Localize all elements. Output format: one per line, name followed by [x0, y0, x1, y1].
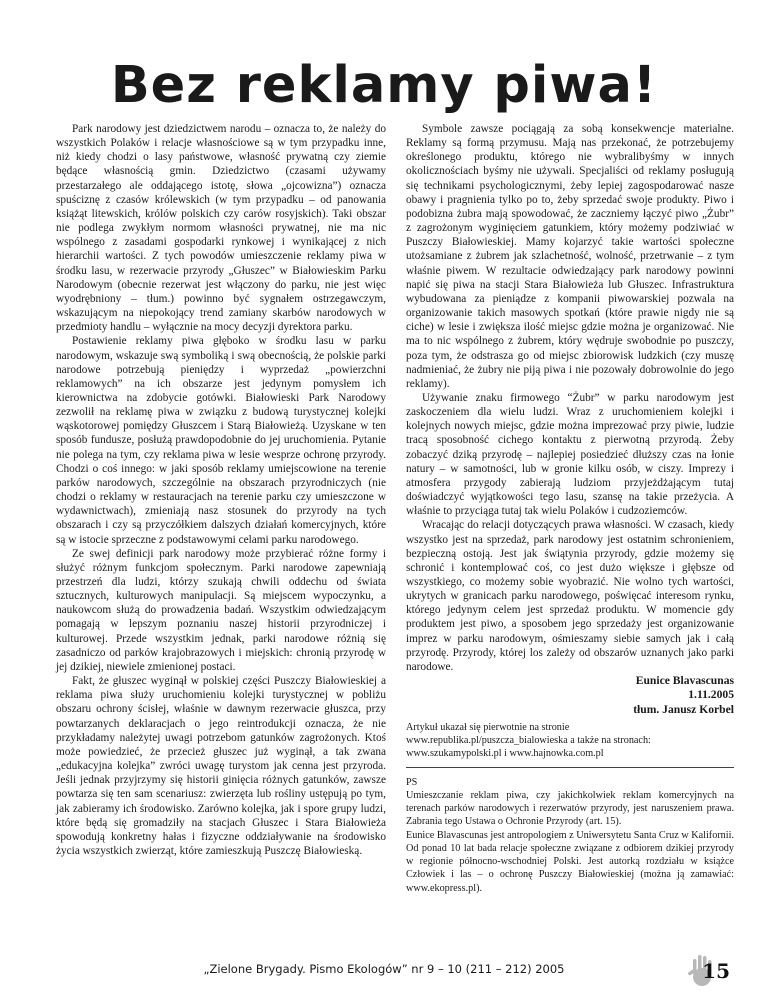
paragraph: Ze swej definicji park narodowy może przybierać różne formy i służyć różnym funkcjom społecznym. Parki narodowe zapewniają przestrzeń dla ludzi, którzy szukają chwili oddechu od świata sztucznych, kulturowych manipulacji. Są miejscem wypoczynku, a naukowcom służą do prowadzenia badań. Wszystkim odwiedzającym pomagają w lepszym poznaniu naszej historii przyrodniczej i kulturowej. Przede wszystkim jednak, parki narodowe różnią się zasadniczo od parków krajobrazowych i miejskich: chronią przyrodę w jej dzikiej, niewiele zmienionej postaci.	[56, 547, 386, 673]
author-name: Eunice Blavascunas	[635, 674, 734, 688]
ps-text: Umieszczanie reklam piwa, czy jakichkolwiek reklam komercyjnych na terenach parków narodowych i rezerwatów przyrody, jest naruszeniem prawa. Zabrania tego Ustawa o Ochronie Przyrody (art. 15).	[406, 789, 734, 828]
source-note-line: www.szukamypolski.pl i www.hajnowka.com.pl	[406, 748, 604, 760]
source-note-line: Artykuł ukazał się pierwotnie na stronie	[406, 721, 570, 733]
author-bio: Eunice Blavascunas jest antropologiem z Uniwersytetu Santa Cruz w Kalifornii. Od ponad 10 lat bada relacje społeczne związane z odbiorem dzikiej przyrody w regionie północno-wschodniej Polski. Jest autorką rozdziału w książce Człowiek i las – o ochronę Puszczy Białowieskiej (można ją zamawiać: www.ekopress.pl).	[406, 829, 734, 894]
paragraph: Postawienie reklamy piwa głęboko w środku lasu w parku narodowym, wskazuje swą symboliką i swą obecnością, że polskie parki narodowe potrzebują pieniędzy i wyprzedaż „powierzchni reklamowych” na ich obszarze jest jedynym pomysłem ich kierownictwa na zdobycie gotówki. Białowieski Park Narodowy zezwolił na reklamę piwa w związku z budową turystycznej kolejki wąskotorowej pomiędzy Głuszcem i Starą Białowieżą. Uzyskane w ten sposób fundusze, posłużą prawdopodobnie do jej uruchomienia. Pytanie nie polega na tym, czy reklama piwa w lesie wesprze ochronę przyrody. Chodzi o coś innego: w jaki sposób reklamy umiejscowione na terenie parków narodowych, szczególnie na obszarach przyrodniczych (nie chodzi o reklamy w restauracjach na terenie parku czy umieszczone w wydawnictwach), zmieniają nasz stosunek do przyrody na tych obszarach i czy są przyczółkiem dalszych działań komercyjnych, które są w istocie sprzeczne z podstawowymi celami parku narodowego.	[56, 335, 386, 546]
translator: tłum. Janusz Korbel	[633, 702, 734, 716]
article-title: Bez reklamy piwa!	[110, 56, 658, 115]
signature	[406, 674, 734, 717]
page-number: 15	[702, 959, 730, 983]
paragraph: Używanie znaku firmowego “Żubr” w parku narodowym jest zaskoczeniem dla wielu ludzi. Wraz z uruchomieniem kolejki i kolejnych nowych miejsc, gdzie można imprezować przy piwie, ludzie tracą sposobność cichego kontaktu z pierwotną przyrodą. Żeby zobaczyć dziką przyrodę – najlepiej posiedzieć dłuższy czas na łonie natury – w samotności, lub w gronie kilku osób, w ciszy. Imprezy i atmosfera przygody zabierają ludziom przyjeżdżającym tutaj doświadczyć wyjątkowości tego lasu, szansę na takie przeżycia. A właśnie to przyciąga tutaj tak wielu Polaków i cudzoziemców.	[406, 391, 734, 518]
footer-publication: „Zielone Brygady. Pismo Ekologów” nr 9 – 10 (211 – 212) 2005	[203, 962, 565, 976]
ps-label: PS	[406, 776, 418, 788]
page-number-badge	[688, 953, 732, 989]
source-note	[406, 721, 734, 761]
divider	[406, 767, 734, 768]
paragraph: Park narodowy jest dziedzictwem narodu – oznacza to, że należy do wszystkich Polaków i relacje własnościowe są w tym przypadku inne, niż kiedy chodzi o lasy państwowe, własność prywatną czy ziemie będące własnością gmin. Dziedzictwo (czasami używamy przestarzałego ale oddającego istotę, słowa „ojcowizna”) oznacza spuściznę z czasów królewskich (w tym przypadku – od panowania książąt litewskich, królów polskich czy carów rosyjskich). Taki obszar nie podlega zwykłym normom własności prywatnej, nie ma nic wspólnego z zasadami gospodarki rynkowej i wynikającej z nich hierarchii wartości. Z tych powodów umieszczenie reklamy piwa w środku lasu, w rezerwacie przyrody „Głuszec” w Białowieskim Parku Narodowym (obecnie rezerwat jest włączony do parku, nie jest więc wyodrębniony – tłum.) powinno być sygnałem ostrzegawczym, wskazującym na niepokojący trend zamiany skarbów narodowych w przedmioty handlu – wyłącznie na mocy decyzji dyrektora parku.	[56, 123, 386, 334]
paragraph: Fakt, że głuszec wyginął w polskiej części Puszczy Białowieskiej a reklama piwa służy uruchomieniu kolejki turystycznej w pobliżu obszaru ochrony ścisłej, właśnie w dawnym rezerwacie głuszca, przy powtarzanych deklaracjach o jego reintrodukcji oznacza, że nie przykładamy należytej uwagi potrzebom gatunków zagrożonych. Ktoś może powiedzieć, że przecież głuszec już wyginął, a tak zwana „edukacyjna kolejka” zwróci uwagę turystom jak cenna jest przyroda. Jeśli jednak przyjrzymy się historii ginięcia różnych gatunków, zawsze powtarza się ten sam scenariusz: zwierzęta lub rośliny ustępują po tym, jak zabieramy ich środowisko. Zarówno kolejka, jak i spore grupy ludzi, które będą się gromadziły na stacjach Głuszec i Stara Białowieża spowodują konkretny hałas i fizyczne oddziaływanie na środowisko życia wszystkich zwierząt, które zamieszkują Puszczę Białowieską.	[56, 675, 386, 857]
article-date: 1.11.2005	[688, 688, 734, 702]
right-column	[406, 122, 734, 895]
paragraph: Symbole zawsze pociągają za sobą konsekwencje materialne. Reklamy są formą przymusu. Mają nas przekonać, że potrzebujemy określonego produktu, którego nie wybralibyśmy w innych okolicznościach byśmy nie używali. Specjaliści od reklamy posługują się technikami psychologicznymi, żeby lepiej zagospodarować nasze obawy i pragnienia tylko po to, żeby sprzedać swoje produkty. Piwo i podobizna żubra mają spowodować, że zaczniemy łączyć piwo „Żubr” z zagrożonym wyginięciem gatunkiem, który możemy podziwiać w Puszczy Białowieskiej. Mamy kojarzyć takie wartości społeczne utożsamiane z żubrem jak szlachetność, wolność, przetrwanie – z tym właśnie piwem. W rezultacie odwiedzający park narodowy powinni napić się piwa na stacji Stara Białowieża lub Głuszec. Infrastruktura wybudowana za pieniądze z kompanii piwowarskiej pozwala na organizowanie takich masowych spotkań (które prawie nigdy nie są ciche) w lesie i zwiększa ilość miejsc gdzie można je organizować. Nie ma to nic wspólnego z żubrem, który wędruje swobodnie po puszczy, poza tym, że odstrasza go od miejsc zbiorowisk ludzkich (czy muszę nadmieniać, że żubry nie piją piwa i nie pozowały dobrowolnie do jego reklamy).	[406, 123, 734, 390]
source-note-line: www.republika.pl/puszcza_bialowieska a także na stronach:	[406, 735, 651, 746]
paragraph: Wracając do relacji dotyczących prawa własności. W czasach, kiedy wszystko jest na sprzedaż, park narodowy jest ostatnim schronieniem, bezpieczną ostoją. Jest jak świątynia przyrody, gdzie możemy się schronić i kontemplować coś, co jest dużo większe i głębsze od wszystkiego, co możemy sobie wyobrazić. Nie wolno tych wartości, ukrytych w granicach parku narodowego, poświęcać interesom rynku, którego jedynym celem jest sprzedaż produktu. W momencie gdy produktem jest piwo, a sposobem jego sprzedaży jest organizowanie imprez w parku narodowym, ośmieszamy siebie samych jak i całą przyrodę. Przyrody, której los zależy od obszarów uznanych jako parki narodowe.	[406, 519, 734, 673]
left-column	[56, 122, 386, 858]
postscript	[406, 776, 734, 895]
